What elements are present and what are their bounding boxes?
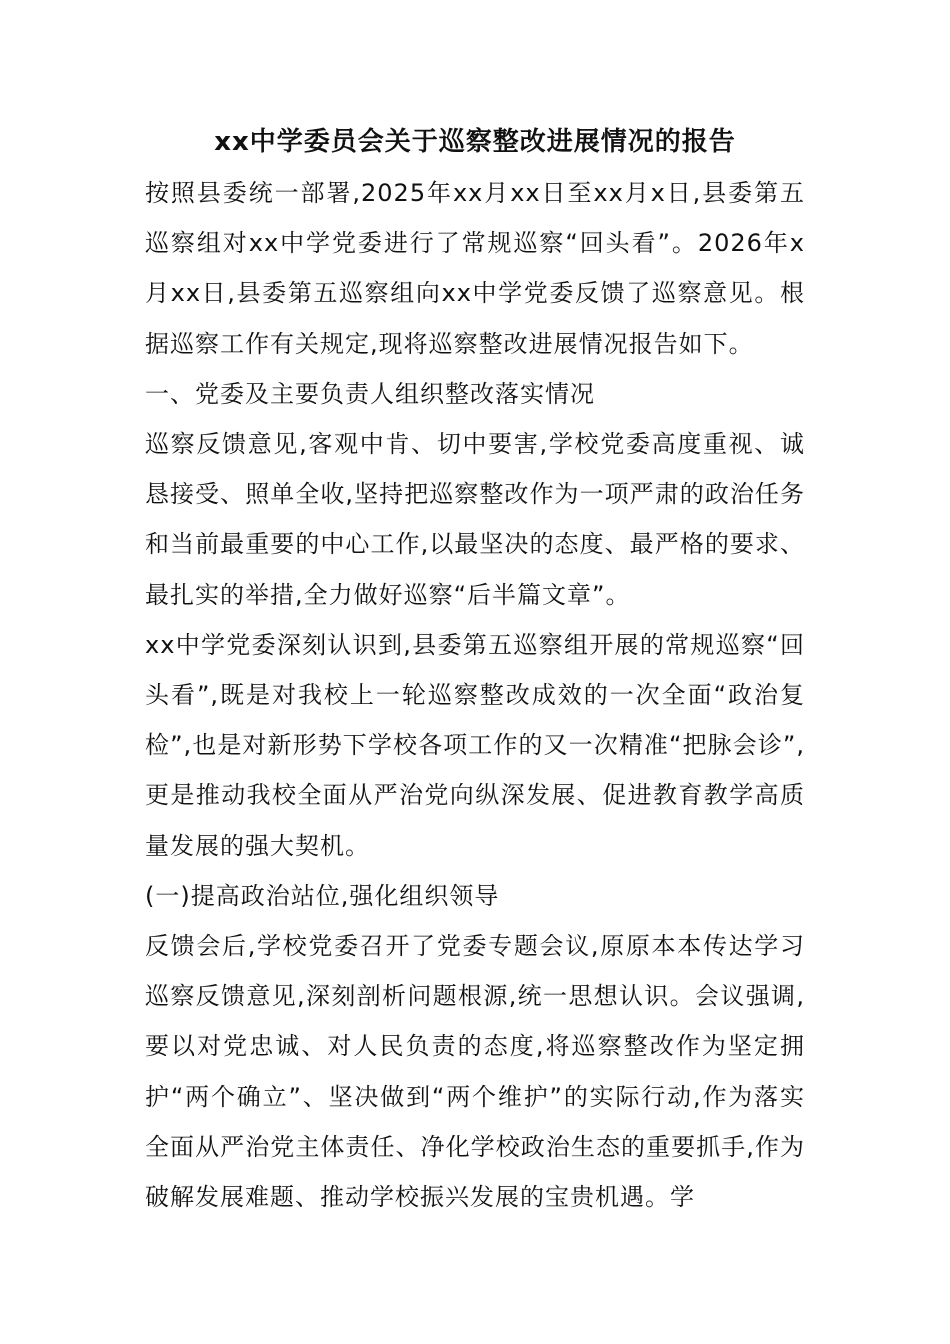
subsection-heading: (一)提高政治站位,强化组织领导 bbox=[145, 881, 500, 910]
body-paragraph: xx中学党委深刻认识到,县委第五巡察组开展的常规巡察“回头看”,既是对我校上一轮巡察整改成效的一次全面“政治复检”,也是对新形势下学校各项工作的又一次精准“把脉会诊”,更是推动我校全面从严治党向纵深发展、促进教育教学高质量发展的强大契机。 bbox=[145, 630, 805, 860]
body-paragraph: 反馈会后,学校党委召开了党委专题会议,原原本本传达学习巡察反馈意见,深刻剖析问题根源,统一思想认识。会议强调,要以对党忠诚、对人民负责的态度,将巡察整改作为坚定拥护“两个确立”、坚决做到“两个维护”的实际行动,作为落实全面从严治党主体责任、净化学校政治生态的重要抓手,作为破解发展难题、推动学校振兴发展的宝贵机遇。学 bbox=[145, 932, 805, 1212]
document-body bbox=[145, 168, 805, 1222]
section-heading: 一、党委及主要负责人组织整改落实情况 bbox=[145, 379, 595, 408]
intro-paragraph: 按照县委统一部署,2025年xx月xx日至xx月x日,县委第五巡察组对xx中学党委进行了常规巡察“回头看”。2026年x月xx日,县委第五巡察组向xx中学党委反馈了巡察意见。根据巡察工作有关规定,现将巡察整改进展情况报告如下。 bbox=[145, 179, 805, 358]
body-paragraph: 巡察反馈意见,客观中肯、切中要害,学校党委高度重视、诚恳接受、照单全收,坚持把巡察整改作为一项严肃的政治任务和当前最重要的中心工作,以最坚决的态度、最严格的要求、最扎实的举措,全力做好巡察“后半篇文章”。 bbox=[145, 430, 805, 609]
document-title: xx中学委员会关于巡察整改进展情况的报告 bbox=[214, 127, 736, 157]
